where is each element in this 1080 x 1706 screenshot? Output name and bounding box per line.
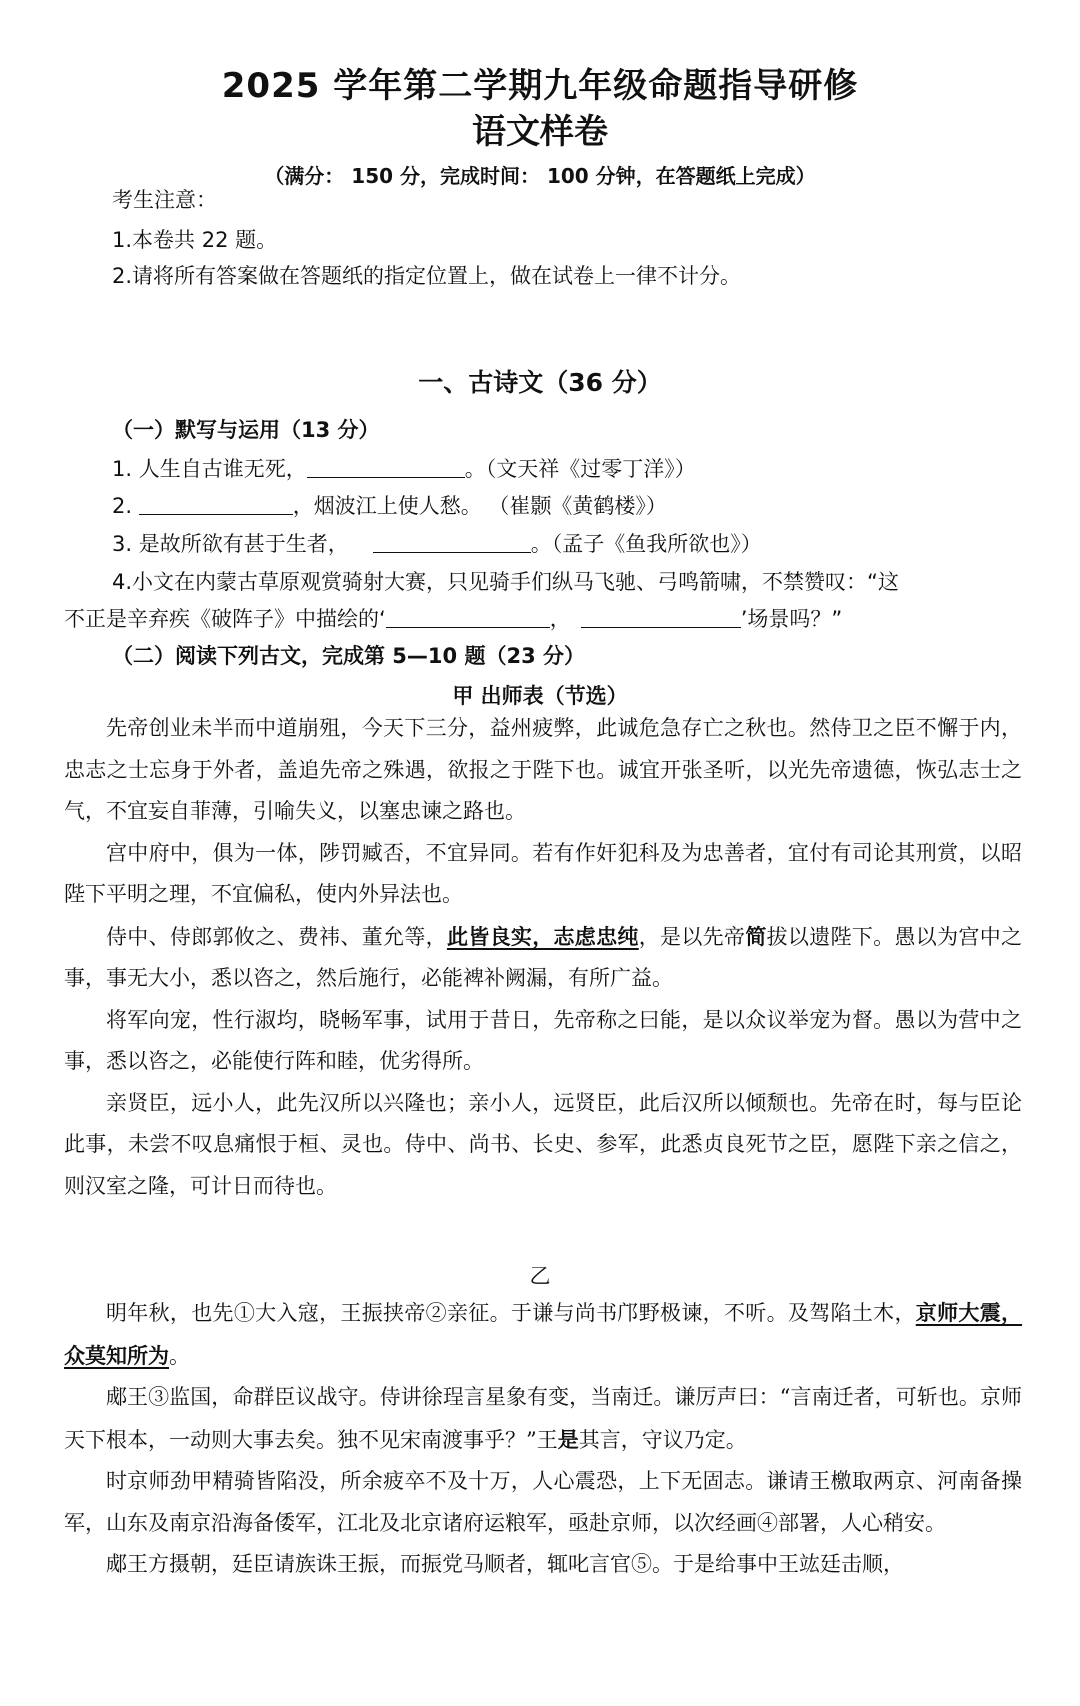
jia-paragraph: 亲贤臣，远小人，此先汉所以兴隆也；亲小人，远贤臣，此后汉所以倾颓也。先帝在时，每与臣论此事，未尝不叹息痛恨于桓、灵也。侍中、尚书、长史、参军，此悉贞良死节之臣，愿陛下亲之信之，则汉室之隆，可计日而待也。 bbox=[64, 1090, 1022, 1198]
part1-title: （一）默写与运用（13 分） bbox=[112, 418, 380, 442]
notice-item-1: 1.本卷共 22 题。 bbox=[112, 228, 278, 252]
notice-heading: 考生注意： bbox=[112, 188, 217, 212]
jia-bold-word: 简 bbox=[745, 923, 767, 949]
q3-source: 。（孟子《鱼我所欲也》） bbox=[530, 532, 762, 556]
q4-text-end: ’场景吗？” bbox=[740, 607, 843, 631]
yi-underlined-sentence: 京师大震，众莫知所为 bbox=[64, 1300, 1023, 1368]
yi-p1-text: 明年秋，也先①大入寇，王振挟帝②亲征。于谦与尚书邝野极谏，不听。及驾陷土木， bbox=[106, 1301, 916, 1325]
passage-yi-title: 乙 bbox=[529, 1264, 551, 1288]
q4-answer-blank-2[interactable] bbox=[581, 607, 741, 628]
passage-jia bbox=[64, 708, 1022, 1207]
q2-answer-blank[interactable] bbox=[139, 494, 293, 515]
q4-comma: ， bbox=[549, 607, 571, 631]
jia-p3-text: 侍中、侍郎郭攸之、费祎、董允等， bbox=[106, 924, 447, 949]
jia-p3-text: 拔以遗陛下。愚以为宫中之事，事无大小，悉以咨之，然后施行，必能裨补阙漏，有所广益。 bbox=[64, 924, 1023, 990]
question-4-line1: 4.小文在内蒙古草原观赏骑射大赛，只见骑手们纵马飞驰、弓鸣箭啸，不禁赞叹：“这 bbox=[112, 570, 899, 594]
notice-item-2: 2.请将所有答案做在答题纸的指定位置上，做在试卷上一律不计分。 bbox=[112, 264, 742, 288]
jia-paragraph: 将军向宠，性行淑均，晓畅军事，试用于昔日，先帝称之曰能，是以众议举宠为督。愚以为营中之事，悉以咨之，必能使行阵和睦，优劣得所。 bbox=[64, 1007, 1022, 1073]
passage-yi bbox=[64, 1292, 1022, 1586]
passage-jia-title: 甲 出师表（节选） bbox=[452, 684, 628, 708]
yi-paragraph bbox=[64, 1292, 1022, 1377]
question-1 bbox=[112, 453, 696, 483]
exam-title: 2025 学年第二学期九年级命题指导研修 bbox=[221, 66, 859, 106]
q1-answer-blank[interactable] bbox=[307, 457, 465, 478]
yi-p2-text: 郕王③监国，命群臣议战守。侍讲徐珵言星象有变，当南迁。谦厉声曰：“言南迁者，可斩也。京师天下根本，一动则大事去矣。独不见宋南渡事乎？”王 bbox=[64, 1385, 1022, 1452]
yi-p2-text: 其言，守议乃定。 bbox=[578, 1427, 747, 1452]
q2-number: 2. bbox=[112, 494, 139, 518]
q1-text: 1. 人生自古谁无死， bbox=[112, 457, 307, 481]
yi-p1-text: 。 bbox=[169, 1343, 190, 1368]
q1-source: 。（文天祥《过零丁洋》） bbox=[464, 457, 696, 481]
yi-paragraph bbox=[64, 1377, 1022, 1461]
yi-paragraph: 时京师劲甲精骑皆陷没，所余疲卒不及十万，人心震恐，上下无固志。谦请王檄取两京、河南备操军，山东及南京沿海备倭军，江北及北京诸府运粮军，亟赴京师，以次经画④部署，人心稍安。 bbox=[64, 1469, 1022, 1535]
question-3 bbox=[112, 528, 762, 558]
jia-paragraph bbox=[64, 916, 1022, 1000]
section-title: 一、古诗文（36 分） bbox=[418, 368, 662, 397]
jia-p3-text: ，是以先帝 bbox=[638, 924, 746, 949]
part2-title: （二）阅读下列古文，完成第 5—10 题（23 分） bbox=[112, 644, 585, 668]
q4-answer-blank-1[interactable] bbox=[386, 607, 550, 628]
yi-paragraph: 郕王方摄朝，廷臣请族诛王振，而振党马顺者，辄叱言官⑤。于是给事中王竑廷击顺， bbox=[106, 1552, 904, 1576]
q3-text: 3. 是故所欲有甚于生者， bbox=[112, 532, 349, 556]
jia-underlined-sentence: 此皆良实，志虑忠纯 bbox=[446, 923, 639, 949]
q2-source: ，烟波江上使人愁。 （崔颢《黄鹤楼》） bbox=[292, 494, 667, 518]
jia-paragraph: 先帝创业未半而中道崩殂，今天下三分，益州疲弊，此诚危急存亡之秋也。然侍卫之臣不懈于内，忠志之士忘身于外者，盖追先帝之殊遇，欲报之于陛下也。诚宜开张圣听，以光先帝遗德，恢弘志士之气，不宜妄自菲薄，引喻失义，以塞忠谏之路也。 bbox=[64, 716, 1022, 823]
question-2 bbox=[112, 490, 667, 520]
q4-text: 不正是辛弃疾《破阵子》中描绘的‘ bbox=[64, 607, 386, 631]
yi-bold-word: 是 bbox=[557, 1426, 579, 1452]
question-4-line2 bbox=[64, 603, 842, 633]
exam-subtitle: 语文样卷 bbox=[472, 112, 608, 152]
jia-paragraph: 宫中府中，俱为一体，陟罚臧否，不宜异同。若有作奸犯科及为忠善者，宜付有司论其刑赏，以昭陛下平明之理，不宜偏私，使内外异法也。 bbox=[64, 840, 1022, 906]
exam-info: （满分： 150 分，完成时间： 100 分钟，在答题纸上完成） bbox=[264, 164, 816, 188]
q3-answer-blank[interactable] bbox=[373, 532, 531, 553]
